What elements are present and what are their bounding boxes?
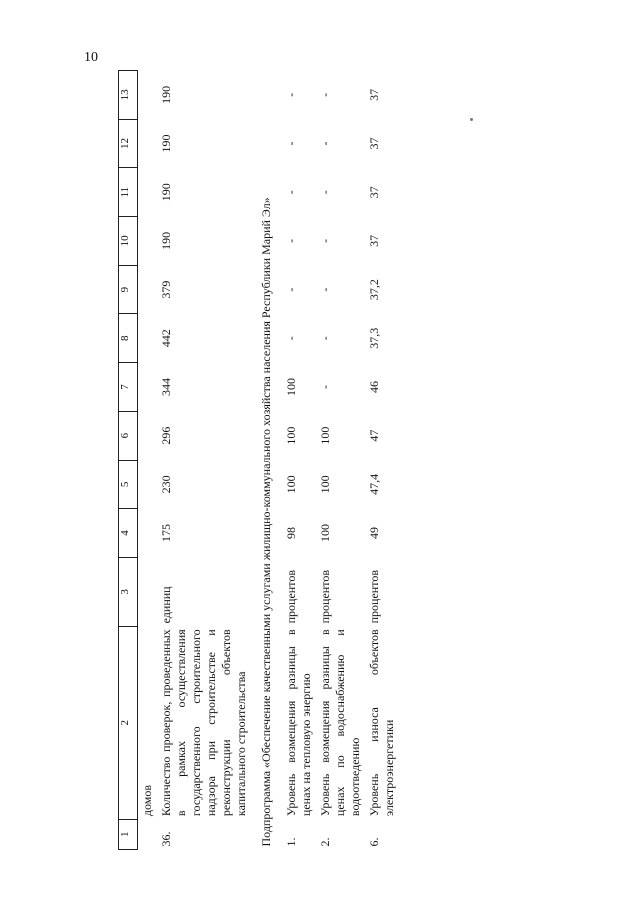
table-row bbox=[157, 71, 251, 850]
unit-cell: процентов bbox=[367, 570, 381, 624]
value-cell: - bbox=[318, 287, 332, 292]
table-header bbox=[119, 71, 138, 850]
column-header-5: 5 bbox=[119, 460, 138, 509]
value-cell: 190 bbox=[159, 85, 173, 104]
unit-cell: процентов bbox=[284, 570, 298, 624]
indicator-name: Количество проверок, проведенных в рамках осуществления государственного строительного надзора при строительстве и реконструкции объектов капитального строительства bbox=[159, 629, 248, 817]
table-body bbox=[138, 71, 400, 850]
value-cell: - bbox=[284, 287, 298, 292]
value-cell: - bbox=[318, 238, 332, 243]
value-cell: - bbox=[318, 190, 332, 195]
prefix-row bbox=[138, 71, 158, 850]
value-cell: 37 bbox=[367, 186, 381, 199]
page-number: 10 bbox=[84, 50, 98, 65]
row-number: 6. bbox=[367, 837, 381, 847]
column-header-2: 2 bbox=[119, 626, 138, 819]
column-header-12: 12 bbox=[119, 119, 138, 168]
value-cell: - bbox=[318, 92, 332, 97]
value-cell: 296 bbox=[159, 426, 173, 445]
value-cell: 47,4 bbox=[367, 473, 381, 495]
rotated-table-container bbox=[118, 70, 618, 850]
value-cell: 100 bbox=[318, 524, 332, 543]
value-cell: 190 bbox=[159, 231, 173, 250]
value-cell: 100 bbox=[318, 426, 332, 445]
value-cell: - bbox=[284, 190, 298, 195]
value-cell: 37 bbox=[367, 137, 381, 150]
value-cell: - bbox=[284, 336, 298, 341]
value-cell: 100 bbox=[318, 475, 332, 494]
column-header-9: 9 bbox=[119, 265, 138, 314]
value-cell: 100 bbox=[284, 377, 298, 396]
value-cell: - bbox=[318, 336, 332, 341]
value-cell: - bbox=[318, 384, 332, 389]
row-number: 36. bbox=[159, 831, 173, 847]
value-cell: 37 bbox=[367, 88, 381, 101]
column-header-1: 1 bbox=[119, 819, 138, 849]
value-cell: - bbox=[284, 92, 298, 97]
header-row bbox=[119, 71, 138, 850]
table-row bbox=[316, 71, 365, 850]
value-cell: 37,3 bbox=[367, 327, 381, 349]
table-row bbox=[365, 71, 399, 850]
row-number: 1. bbox=[284, 837, 298, 847]
column-header-13: 13 bbox=[119, 71, 138, 120]
unit-cell: единиц bbox=[159, 586, 173, 624]
column-header-11: 11 bbox=[119, 168, 138, 217]
value-cell: 442 bbox=[159, 329, 173, 348]
column-header-7: 7 bbox=[119, 363, 138, 412]
value-cell: 100 bbox=[284, 475, 298, 494]
value-cell: - bbox=[284, 141, 298, 146]
value-cell: - bbox=[284, 238, 298, 243]
value-cell: 379 bbox=[159, 280, 173, 299]
indicator-name: Уровень возмещения разницы в ценах по водоснабжению и водоотведению bbox=[318, 629, 362, 817]
value-cell: 190 bbox=[159, 134, 173, 153]
value-cell: 230 bbox=[159, 475, 173, 494]
value-cell: 175 bbox=[159, 524, 173, 543]
row-number: 2. bbox=[318, 837, 332, 847]
value-cell: 98 bbox=[284, 527, 298, 540]
value-cell: 47 bbox=[367, 429, 381, 442]
unit-cell: процентов bbox=[318, 570, 332, 624]
value-cell: 37,2 bbox=[367, 279, 381, 301]
column-header-4: 4 bbox=[119, 509, 138, 558]
column-header-8: 8 bbox=[119, 314, 138, 363]
prefix-text: домов bbox=[140, 784, 154, 817]
value-cell: - bbox=[318, 141, 332, 146]
indicator-name: Уровень износа объектов электроэнергетики bbox=[367, 629, 396, 817]
column-header-10: 10 bbox=[119, 217, 138, 266]
column-header-6: 6 bbox=[119, 411, 138, 460]
value-cell: 37 bbox=[367, 234, 381, 247]
value-cell: 100 bbox=[284, 426, 298, 445]
value-cell: 344 bbox=[159, 377, 173, 396]
value-cell: 49 bbox=[367, 527, 381, 540]
indicator-name: Уровень возмещения разницы в ценах на тепловую энергию bbox=[284, 629, 313, 817]
subprogram-title: Подпрограмма «Обеспечение качественными услугами жилищно-коммунального хозяйства населения Республики Марий Эл» bbox=[259, 197, 273, 847]
column-header-3: 3 bbox=[119, 557, 138, 626]
indicators-table bbox=[118, 70, 399, 850]
table-row bbox=[282, 71, 316, 850]
subprogram-row bbox=[251, 71, 282, 850]
value-cell: 46 bbox=[367, 380, 381, 393]
value-cell: 190 bbox=[159, 183, 173, 202]
